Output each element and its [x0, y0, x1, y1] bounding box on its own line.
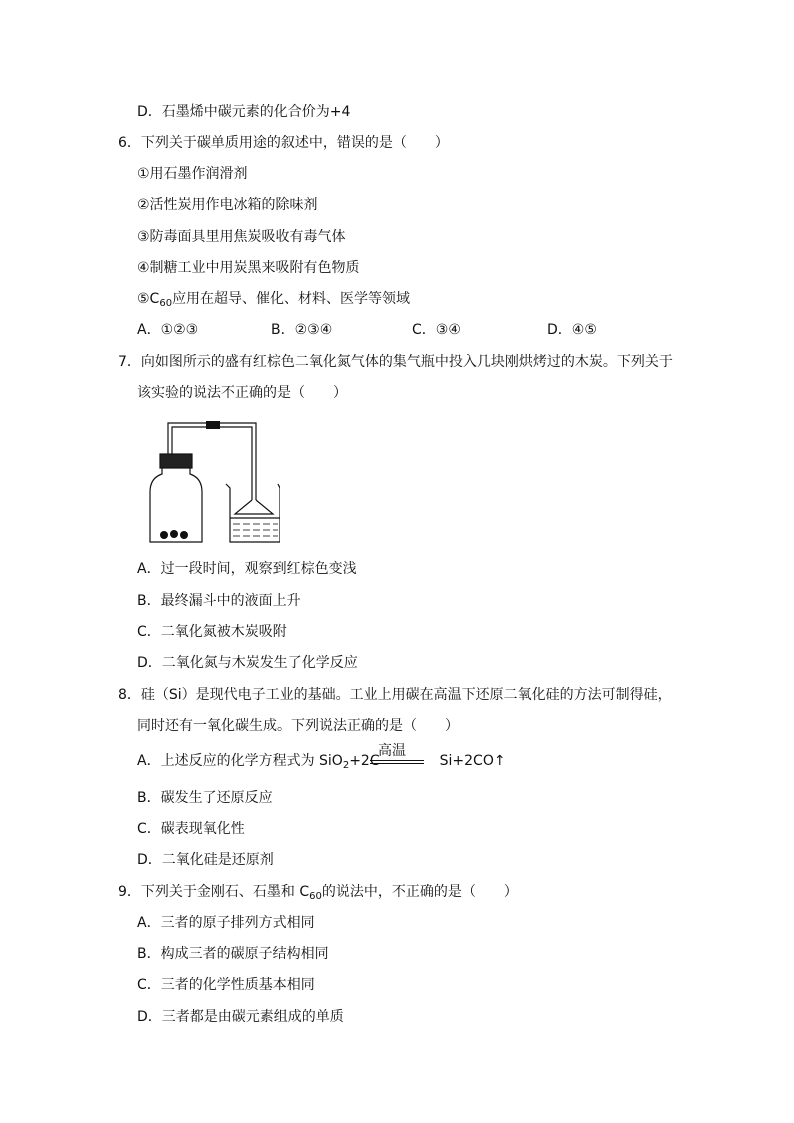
q9-stem-pre: 9．下列关于金刚石、石墨和 C: [118, 884, 310, 900]
q9-stem: [118, 882, 518, 902]
q7-option-b: B．最终漏斗中的液面上升: [137, 593, 301, 609]
q8-option-c: C．碳表现氧化性: [137, 821, 245, 837]
q8-stem-line-2: 同时还有一氧化碳生成。下列说法正确的是（ ）: [137, 718, 459, 734]
q6-item-3: ③防毒面具里用焦炭吸收有毒气体: [137, 229, 346, 245]
q5-option-d: D．石墨烯中碳元素的化合价为+4: [137, 104, 351, 120]
q6-item-1: ①用石墨作润滑剂: [137, 166, 248, 182]
q9-option-a: A．三者的原子排列方式相同: [137, 915, 315, 931]
gas-bottle-beaker-apparatus: [140, 418, 280, 550]
q8-option-a-pre: A．上述反应的化学方程式为 SiO: [137, 753, 343, 769]
q6-item-5-post: 应用在超导、催化、材料、医学等领域: [172, 291, 411, 307]
q7-option-c: C．二氧化氮被木炭吸附: [137, 624, 287, 640]
q8-option-b: B．碳发生了还原反应: [137, 790, 273, 806]
q8-option-a: [137, 751, 506, 771]
q6-item-4: ④制糖工业中用炭黑来吸附有色物质: [137, 260, 360, 276]
q6-options: [137, 320, 657, 340]
q9-option-b: B．构成三者的碳原子结构相同: [137, 946, 329, 962]
q6-option-b: B．②③④: [271, 322, 333, 338]
q6-option-d: D．④⑤: [547, 322, 597, 338]
reaction-condition: 高温: [378, 743, 406, 759]
q8-option-d: D．二氧化硅是还原剂: [137, 852, 274, 868]
reaction-equals-sign: [370, 760, 424, 764]
q7-stem-line-1: 7．向如图所示的盛有红棕色二氧化氮气体的集气瓶中投入几块刚烘烤过的木炭。下列关于: [118, 354, 673, 370]
q6-option-c: C．③④: [412, 322, 461, 338]
q6-stem: 6．下列关于碳单质用途的叙述中，错误的是（ ）: [118, 135, 449, 151]
q6-option-a: A．①②③: [137, 322, 199, 338]
q7-stem-line-2: 该实验的说法不正确的是（ ）: [137, 385, 347, 401]
q7-option-d: D．二氧化氮与木炭发生了化学反应: [137, 655, 358, 671]
q9-stem-post: 的说法中，不正确的是（ ）: [321, 884, 518, 900]
q8-option-a-post: Si+2CO↑: [439, 753, 506, 769]
q6-item-5-pre: ⑤C: [137, 291, 160, 307]
q8-option-a-sub: 2: [342, 760, 350, 771]
q6-item-5: [137, 289, 410, 309]
q6-item-2: ②活性炭用作电冰箱的除味剂: [137, 197, 318, 213]
q8-option-a-mid: +2C: [349, 753, 380, 769]
q9-stem-sub: 60: [309, 891, 322, 902]
q9-option-c: C．三者的化学性质基本相同: [137, 977, 315, 993]
q9-option-d: D．三者都是由碳元素组成的单质: [137, 1009, 344, 1025]
q8-stem-line-1: 8．硅（Si）是现代电子工业的基础。工业上用碳在高温下还原二氧化硅的方法可制得硅，: [118, 687, 672, 703]
q6-item-5-sub: 60: [159, 298, 173, 309]
q7-option-a: A．过一段时间，观察到红棕色变浅: [137, 561, 357, 577]
